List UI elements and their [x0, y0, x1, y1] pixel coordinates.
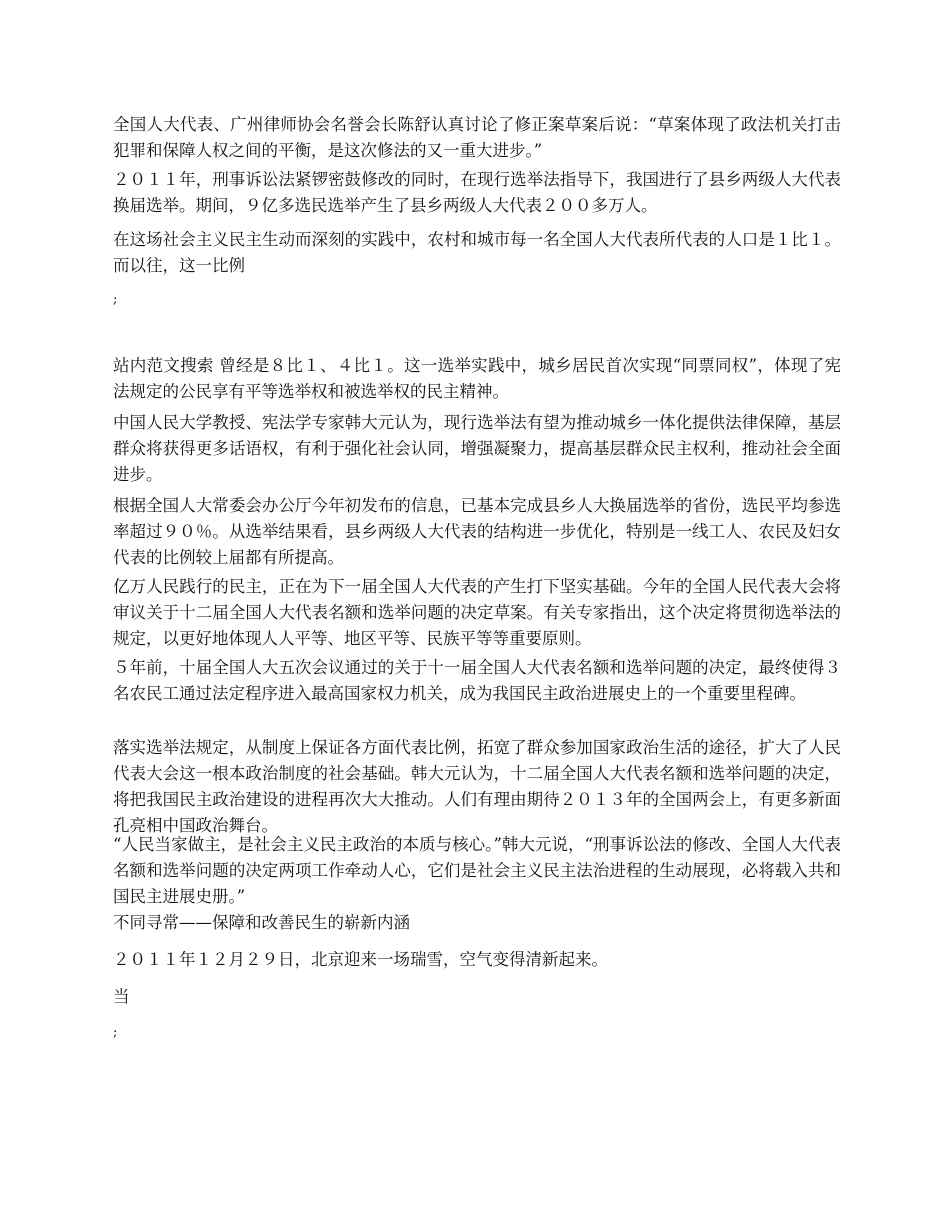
page-end-mark: ; — [113, 1025, 118, 1040]
page-break-mark-2 — [113, 1024, 841, 1042]
paragraph-text: 根据全国人大常委会办公厅今年初发布的信息，已基本完成县乡人大换届选举的省份，选民平均参选率超过９０％。从选举结果看，县乡两级人大代表的结构进一步优化，特别是一线工人、农民及妇女代表的比例较上届都有所提高。 — [113, 496, 841, 567]
paragraph-text: ２０１１年，刑事诉讼法紧锣密鼓修改的同时，在现行选举法指导下，我国进行了县乡两级人大代表换届选举。期间，９亿多选民选举产生了县乡两级人大代表２００多万人。 — [113, 170, 841, 215]
paragraph-text: “人民当家做主，是社会主义民主政治的本质与核心。”韩大元说，“刑事诉讼法的修改、全国人大代表名额和选举问题的决定两项工作牵动人心，它们是社会主义民主法治进程的生动展现，必将载入共和国民主进展史册。” — [113, 835, 841, 906]
paragraph-text: 站内范文搜索 曾经是８比１、４比１。这一选举实践中，城乡居民首次实现“同票同权”，体现了宪法规定的公民享有平等选举权和被选举权的民主精神。 — [113, 356, 841, 401]
paragraph-6 — [113, 493, 841, 571]
paragraph-12 — [113, 984, 841, 1010]
section-heading — [113, 910, 841, 936]
paragraph-text: 落实选举法规定，从制度上保证各方面代表比例，拓宽了群众参加国家政治生活的途径，扩大了人民代表大会这一根本政治制度的社会基础。韩大元认为，十二届全国人大代表名额和选举问题的决定，将把我国民主政治建设的进程再次大大推动。人们有理由期待２０１３年的全国两会上，有更多新面孔亮相中国政治舞台。 — [113, 738, 841, 835]
paragraph-text: ５年前，十届全国人大五次会议通过的关于十一届全国人大代表名额和选举问题的决定，最终使得３名农民工通过法定程序进入最高国家权力机关，成为我国民主政治进展史上的一个重要里程碑。 — [113, 658, 841, 703]
paragraph-7 — [113, 574, 841, 652]
paragraph-9 — [113, 735, 841, 839]
paragraph-1 — [113, 112, 841, 164]
paragraph-11 — [113, 947, 841, 973]
paragraph-text: ２０１１年１２月２９日，北京迎来一场瑞雪，空气变得清新起来。 — [113, 950, 608, 969]
paragraph-8 — [113, 655, 841, 707]
paragraph-text: 全国人大代表、广州律师协会名誉会长陈舒认真讨论了修正案草案后说：“草案体现了政法机关打击犯罪和保障人权之间的平衡，是这次修法的又一重大进步。” — [113, 115, 841, 160]
page-break-mark — [113, 291, 841, 309]
paragraph-10 — [113, 832, 841, 910]
paragraph-text: 中国人民大学教授、宪法学专家韩大元认为，现行选举法有望为推动城乡一体化提供法律保障，基层群众将获得更多话语权，有利于强化社会认同，增强凝聚力，提高基层群众民主权利，推动社会全面进步。 — [113, 413, 841, 484]
paragraph-text: 在这场社会主义民主生动而深刻的实践中，农村和城市每一名全国人大代表所代表的人口是１比１。而以往，这一比例 — [113, 230, 841, 275]
paragraph-4 — [113, 353, 841, 405]
section-heading-text: 不同寻常——保障和改善民生的崭新内涵 — [113, 913, 410, 932]
paragraph-5 — [113, 410, 841, 488]
page-end-mark: ; — [113, 292, 118, 307]
paragraph-2 — [113, 167, 841, 219]
paragraph-text: 亿万人民践行的民主，正在为下一届全国人大代表的产生打下坚实基础。今年的全国人民代表大会将审议关于十二届全国人大代表名额和选举问题的决定草案。有关专家指出，这个决定将贯彻选举法的规定，以更好地体现人人平等、地区平等、民族平等等重要原则。 — [113, 577, 841, 648]
paragraph-text: 当 — [113, 987, 130, 1006]
paragraph-3 — [113, 227, 841, 279]
